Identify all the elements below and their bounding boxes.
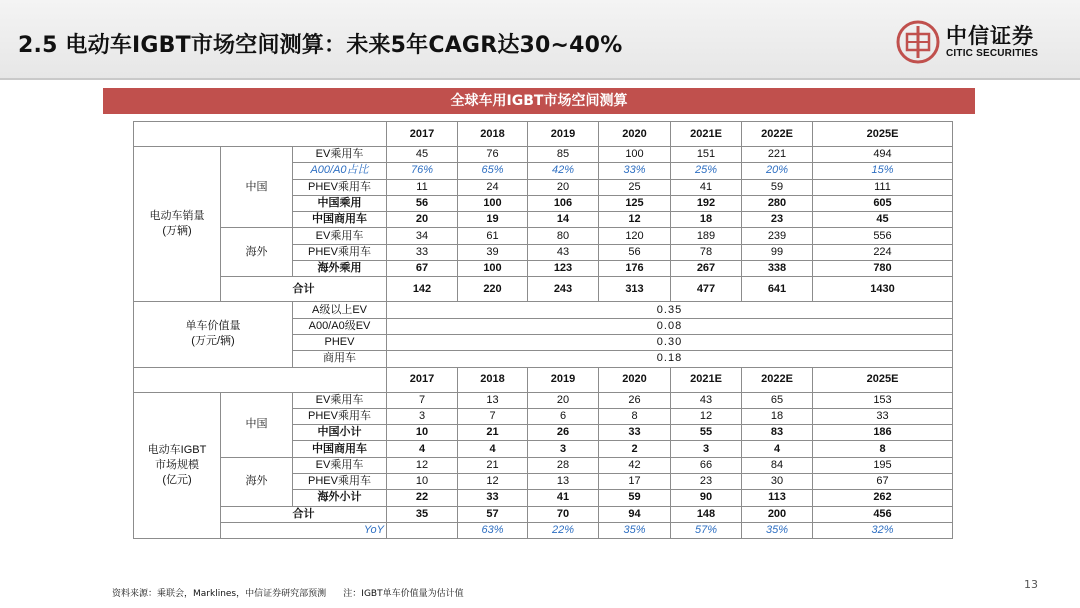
table-row xyxy=(134,147,953,163)
table-heading: 全球车用IGBT市场空间测算 xyxy=(103,88,975,114)
market-overseas-label: 海外 xyxy=(221,457,293,506)
table-cell: 26 xyxy=(599,392,671,408)
table-cell: 106 xyxy=(528,195,599,211)
table-cell: 8 xyxy=(599,408,671,424)
table-cell: 477 xyxy=(671,277,742,302)
row-label: PHEV xyxy=(293,334,387,350)
table-cell: 20% xyxy=(742,163,813,179)
year-header-row xyxy=(134,122,953,147)
title-divider xyxy=(0,78,1080,80)
table-cell: 151 xyxy=(671,147,742,163)
table-cell: 186 xyxy=(813,425,953,441)
row-label: 中国乘用 xyxy=(293,195,387,211)
table-cell: 605 xyxy=(813,195,953,211)
table-cell: 267 xyxy=(671,261,742,277)
table-cell: 20 xyxy=(528,179,599,195)
slide-title: 2.5 电动车IGBT市场空间测算：未来5年CAGR达30~40% xyxy=(18,33,623,58)
unit-value-group-label xyxy=(134,302,293,367)
table-cell: 18 xyxy=(742,408,813,424)
table-cell: 3 xyxy=(387,408,458,424)
table-cell: 67 xyxy=(813,474,953,490)
table-cell: 25% xyxy=(671,163,742,179)
table-cell: 100 xyxy=(599,147,671,163)
unit-value-cell: 0.18 xyxy=(387,351,953,367)
table-cell: 14 xyxy=(528,212,599,228)
table-cell: 78 xyxy=(671,244,742,260)
table-cell: 94 xyxy=(599,506,671,522)
table-cell: 35% xyxy=(599,522,671,538)
table-cell: 2 xyxy=(599,441,671,457)
table-cell: 66 xyxy=(671,457,742,473)
table-cell: 456 xyxy=(813,506,953,522)
header-blank xyxy=(134,122,387,147)
row-label: PHEV乘用车 xyxy=(293,408,387,424)
page-number: 13 xyxy=(1024,578,1038,591)
table-cell: 18 xyxy=(671,212,742,228)
unit-value-group-text: 单车价值量 (万元/辆) xyxy=(185,320,241,348)
table-cell: 113 xyxy=(742,490,813,506)
table-cell: 4 xyxy=(742,441,813,457)
market-total-row xyxy=(134,506,953,522)
table-cell: 25 xyxy=(599,179,671,195)
sales-group-label xyxy=(134,147,221,302)
table-cell: 13 xyxy=(528,474,599,490)
row-label: PHEV乘用车 xyxy=(293,179,387,195)
sales-total-row xyxy=(134,277,953,302)
year-header: 2022E xyxy=(742,367,813,392)
table-cell: 11 xyxy=(387,179,458,195)
table-cell: 189 xyxy=(671,228,742,244)
table-cell: 99 xyxy=(742,244,813,260)
table-cell: 33% xyxy=(599,163,671,179)
row-label: 中国商用车 xyxy=(293,441,387,457)
year-header: 2025E xyxy=(813,122,953,147)
table-cell: 90 xyxy=(671,490,742,506)
table-cell: 45 xyxy=(387,147,458,163)
table-cell: 84 xyxy=(742,457,813,473)
table-cell xyxy=(387,522,458,538)
year-header: 2017 xyxy=(387,122,458,147)
table-cell: 262 xyxy=(813,490,953,506)
row-label: 中国小计 xyxy=(293,425,387,441)
table-row xyxy=(134,228,953,244)
table-cell: 30 xyxy=(742,474,813,490)
sales-overseas-label: 海外 xyxy=(221,228,293,277)
table-cell: 23 xyxy=(742,212,813,228)
unit-value-cell: 0.35 xyxy=(387,302,953,318)
citic-logo xyxy=(896,18,1056,66)
table-cell: 83 xyxy=(742,425,813,441)
citic-emblem-icon xyxy=(896,20,940,64)
table-cell: 70 xyxy=(528,506,599,522)
year-header: 2019 xyxy=(528,367,599,392)
table-cell: 243 xyxy=(528,277,599,302)
table-cell: 26 xyxy=(528,425,599,441)
row-label: 中国商用车 xyxy=(293,212,387,228)
row-label: 合计 xyxy=(221,506,387,522)
table-cell: 59 xyxy=(742,179,813,195)
table-cell: 24 xyxy=(458,179,528,195)
table-cell: 32% xyxy=(813,522,953,538)
table-cell: 57 xyxy=(458,506,528,522)
year-header: 2017 xyxy=(387,367,458,392)
row-label: EV乘用车 xyxy=(293,228,387,244)
table-cell: 67 xyxy=(387,261,458,277)
row-label: EV乘用车 xyxy=(293,392,387,408)
table-cell: 221 xyxy=(742,147,813,163)
row-label: EV乘用车 xyxy=(293,457,387,473)
table-cell: 35 xyxy=(387,506,458,522)
table-cell: 8 xyxy=(813,441,953,457)
table-cell: 100 xyxy=(458,261,528,277)
logo-name-cn: 中信证券 xyxy=(946,23,1034,48)
table-cell: 42 xyxy=(599,457,671,473)
row-label: PHEV乘用车 xyxy=(293,474,387,490)
table-cell: 200 xyxy=(742,506,813,522)
table-cell: 100 xyxy=(458,195,528,211)
table-cell: 111 xyxy=(813,179,953,195)
table-cell: 556 xyxy=(813,228,953,244)
table-cell: 65% xyxy=(458,163,528,179)
table-cell: 142 xyxy=(387,277,458,302)
year-header: 2020 xyxy=(599,367,671,392)
table-cell: 33 xyxy=(387,244,458,260)
table-cell: 148 xyxy=(671,506,742,522)
table-cell: 28 xyxy=(528,457,599,473)
year-header: 2018 xyxy=(458,367,528,392)
source-footnote: 资料来源：乘联会，Marklines，中信证券研究部预测 注：IGBT单车价值量为估计值 xyxy=(112,589,464,599)
year-header: 2020 xyxy=(599,122,671,147)
table-cell: 239 xyxy=(742,228,813,244)
table-cell: 61 xyxy=(458,228,528,244)
table-cell: 76% xyxy=(387,163,458,179)
table-cell: 33 xyxy=(599,425,671,441)
table-cell: 20 xyxy=(528,392,599,408)
table-cell: 10 xyxy=(387,425,458,441)
row-label: A级以上EV xyxy=(293,302,387,318)
table-row xyxy=(134,392,953,408)
table-cell: 176 xyxy=(599,261,671,277)
table-cell: 15% xyxy=(813,163,953,179)
table-cell: 313 xyxy=(599,277,671,302)
year-header: 2018 xyxy=(458,122,528,147)
table-cell: 56 xyxy=(599,244,671,260)
year-header: 2021E xyxy=(671,367,742,392)
table-cell: 56 xyxy=(387,195,458,211)
sales-china-label: 中国 xyxy=(221,147,293,228)
table-cell: 55 xyxy=(671,425,742,441)
table-cell: 21 xyxy=(458,457,528,473)
table-cell: 63% xyxy=(458,522,528,538)
unit-value-cell: 0.08 xyxy=(387,318,953,334)
table-cell: 43 xyxy=(528,244,599,260)
table-cell: 12 xyxy=(458,474,528,490)
table-cell: 120 xyxy=(599,228,671,244)
table-cell: 80 xyxy=(528,228,599,244)
year-header: 2021E xyxy=(671,122,742,147)
table-cell: 224 xyxy=(813,244,953,260)
row-label: PHEV乘用车 xyxy=(293,244,387,260)
table-cell: 123 xyxy=(528,261,599,277)
yoy-row xyxy=(134,522,953,538)
table-cell: 220 xyxy=(458,277,528,302)
table-cell: 13 xyxy=(458,392,528,408)
table-cell: 10 xyxy=(387,474,458,490)
row-label: EV乘用车 xyxy=(293,147,387,163)
table-cell: 39 xyxy=(458,244,528,260)
row-label: A00/A0占比 xyxy=(293,163,387,179)
table-row xyxy=(134,302,953,318)
row-label: 海外小计 xyxy=(293,490,387,506)
table-cell: 338 xyxy=(742,261,813,277)
table-cell: 1430 xyxy=(813,277,953,302)
year-header: 2019 xyxy=(528,122,599,147)
table-cell: 153 xyxy=(813,392,953,408)
table-cell: 59 xyxy=(599,490,671,506)
logo-name-en: CITIC SECURITIES xyxy=(946,48,1039,59)
table-cell: 4 xyxy=(387,441,458,457)
table-cell: 22% xyxy=(528,522,599,538)
table-cell: 23 xyxy=(671,474,742,490)
table-cell: 12 xyxy=(599,212,671,228)
table-cell: 34 xyxy=(387,228,458,244)
table-cell: 641 xyxy=(742,277,813,302)
table-cell: 21 xyxy=(458,425,528,441)
row-label: 商用车 xyxy=(293,351,387,367)
market-group-label xyxy=(134,392,221,539)
table-cell: 6 xyxy=(528,408,599,424)
table-cell: 42% xyxy=(528,163,599,179)
table-cell: 4 xyxy=(458,441,528,457)
table-cell: 494 xyxy=(813,147,953,163)
table-cell: 45 xyxy=(813,212,953,228)
row-label: 海外乘用 xyxy=(293,261,387,277)
table-cell: 192 xyxy=(671,195,742,211)
igbt-market-table xyxy=(133,121,953,539)
table-cell: 12 xyxy=(387,457,458,473)
table-cell: 20 xyxy=(387,212,458,228)
unit-value-cell: 0.30 xyxy=(387,334,953,350)
table-cell: 33 xyxy=(813,408,953,424)
table-cell: 65 xyxy=(742,392,813,408)
table-cell: 41 xyxy=(671,179,742,195)
market-china-label: 中国 xyxy=(221,392,293,457)
market-group-text: 电动车IGBT 市场规模 (亿元) xyxy=(147,443,207,486)
table-cell: 125 xyxy=(599,195,671,211)
sales-group-text: 电动车销量 (万辆) xyxy=(149,210,205,238)
table-cell: 41 xyxy=(528,490,599,506)
table-cell: 76 xyxy=(458,147,528,163)
table-cell: 12 xyxy=(671,408,742,424)
table-cell: 780 xyxy=(813,261,953,277)
table-cell: 57% xyxy=(671,522,742,538)
table-cell: 17 xyxy=(599,474,671,490)
year-header-row xyxy=(134,367,953,392)
table-cell: 280 xyxy=(742,195,813,211)
row-label: 合计 xyxy=(221,277,387,302)
table-cell: 19 xyxy=(458,212,528,228)
table-cell: 33 xyxy=(458,490,528,506)
table-cell: 85 xyxy=(528,147,599,163)
table-row xyxy=(134,457,953,473)
table-cell: 43 xyxy=(671,392,742,408)
table-cell: 3 xyxy=(671,441,742,457)
header-blank xyxy=(134,367,387,392)
table-cell: 7 xyxy=(458,408,528,424)
row-label: A00/A0级EV xyxy=(293,318,387,334)
year-header: 2022E xyxy=(742,122,813,147)
table-cell: 35% xyxy=(742,522,813,538)
table-cell: 7 xyxy=(387,392,458,408)
table-cell: 195 xyxy=(813,457,953,473)
year-header: 2025E xyxy=(813,367,953,392)
row-label: YoY xyxy=(221,522,387,538)
table-cell: 22 xyxy=(387,490,458,506)
table-cell: 3 xyxy=(528,441,599,457)
